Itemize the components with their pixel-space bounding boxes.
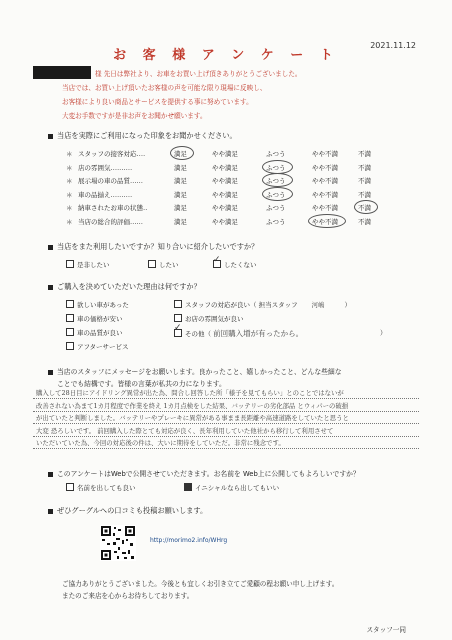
rating-option[interactable]: ふつう	[266, 163, 286, 172]
intro-line-1: 様 先日は弊社より、お車をお買い上げ頂きありがとうございました。	[95, 70, 302, 78]
q3-option-after-service[interactable]: アフターサービス	[66, 342, 129, 351]
check-mark-icon: ✓	[213, 255, 221, 265]
rating-item-label: 店の雰囲気‥‥‥‥‥	[78, 163, 133, 172]
bullet-square	[48, 245, 53, 250]
rating-item-label: 当店の総合的評価‥‥‥	[78, 217, 144, 226]
bullet-square	[48, 472, 53, 477]
rating-item-label: 納車されたお車の状態‥	[78, 204, 148, 212]
q5-question: このアンケートはWebで公開させていただきます。お名前を Web上に公開してもよろしいですか？	[48, 468, 360, 478]
intro-line-2: 当店では、お買い上げ頂いたお客様の声を可能な限り現場に反映し、	[62, 84, 267, 92]
closing-line-2: またのご来店を心からお待ちしております。	[62, 592, 194, 600]
rating-option[interactable]: やや不満	[312, 150, 338, 158]
rating-option[interactable]: やや満足	[212, 204, 238, 212]
handwritten-message-line: いただいていた為、今回の対応後の件は、大いに期待をしていただ。非常に残念です。	[36, 439, 285, 447]
handwritten-message-line: 購入して28日目にアイドリング異常が出た為、問合し回答した所「様子を見てもらい」とのことではないが	[36, 389, 344, 397]
rating-item-label: スタッフの接客対応‥‥	[78, 150, 146, 158]
q4-question: 当店のスタッフにメッセージをお願いします。良かったこと、嬉しかったこと、どんな些細な ことでも結構です。皆様の言葉が私共の力になります。	[48, 366, 342, 390]
checkbox[interactable]	[66, 328, 74, 336]
rating-option[interactable]: 不満	[358, 150, 371, 158]
rating-option[interactable]: やや満足	[212, 163, 238, 172]
rating-option[interactable]: 不満	[358, 217, 371, 226]
selection-circle	[170, 146, 194, 160]
check-mark-icon: ✓	[174, 323, 182, 333]
rating-option[interactable]: 満足	[174, 190, 187, 199]
q2-question: 当店をまた利用したいですか？知り合いに紹介したいですか？	[48, 242, 258, 252]
close-paren: ）	[380, 329, 387, 337]
rating-option[interactable]: 満足	[174, 217, 187, 226]
rating-option[interactable]: ふつう	[266, 177, 286, 185]
handwritten-message-line: が出ていたと判断しました。バッテリーやプレーキに異常がある事まま長距離や高速道路をしていたと思うと	[36, 414, 349, 422]
q3-question: ご購入を決めていただいた理由は何ですか？	[48, 282, 201, 292]
q5-option-name-ok[interactable]: 名前を出しても良い	[66, 483, 136, 492]
rating-option[interactable]: ふつう	[266, 217, 286, 226]
rating-option[interactable]: 不満	[358, 204, 371, 212]
close-paren: ）	[344, 301, 351, 309]
handwritten-message-line: 大変 恐ろしいです。 前回購入した際とても対応が良く、長年利用していた他社から移行して利用させて	[36, 426, 334, 435]
rating-item-label: 車の品揃え‥‥‥‥‥	[78, 190, 133, 199]
q5-option-initials-ok[interactable]: イニシャルなら出してもいい	[184, 483, 279, 492]
rating-option[interactable]: やや不満	[312, 204, 338, 212]
rating-option[interactable]: 満足	[174, 163, 187, 172]
qr-code-icon[interactable]	[100, 525, 136, 561]
asterisk-icon: ＊	[66, 177, 73, 185]
survey-date: 2021.11.12	[370, 41, 416, 50]
handwritten-message-line: 改善されない為まて1カ月程度で作業を終え 1カ月点検をした結果、バッテリーの劣化部品 とウィパーの破損	[36, 401, 349, 410]
page-title: お 客 様 ア ン ケ ー ト	[113, 48, 339, 63]
checkbox[interactable]	[66, 300, 74, 308]
writing-line	[33, 398, 419, 399]
checkbox[interactable]	[66, 260, 74, 268]
q3-option-staff[interactable]: スタッフの対応が良い（ 担当スタッフ 河嶋 ）	[174, 300, 351, 309]
q2-option-3[interactable]: したくない	[213, 260, 257, 269]
rating-option[interactable]: 満足	[174, 177, 187, 185]
rating-option[interactable]: やや満足	[212, 190, 238, 199]
bullet-square	[48, 285, 53, 290]
checkbox[interactable]	[174, 300, 182, 308]
intro-line-3: お客様により良い商品とサービスを提供する事に努めています。	[62, 98, 253, 107]
checkbox[interactable]	[148, 260, 156, 268]
checkbox[interactable]	[66, 483, 74, 491]
bullet-square	[48, 134, 53, 139]
other-reason-handwritten: 前回購入増が有ったから。	[213, 329, 304, 338]
selection-circle	[262, 187, 293, 201]
redacted-name	[33, 66, 91, 79]
rating-option[interactable]: ふつう	[266, 150, 286, 158]
writing-line	[33, 448, 419, 449]
q2-option-2[interactable]: したい	[148, 260, 179, 269]
q1-question: 当店を実際にご利用になった印象をお聞かせください。	[48, 131, 237, 141]
selection-circle	[354, 200, 378, 214]
q3-option-other[interactable]: その他（ 前回購入増が有ったから。	[174, 328, 303, 339]
q3-option-quality[interactable]: 車の品質が良い	[66, 328, 123, 337]
checkbox[interactable]	[174, 314, 182, 322]
bullet-square	[48, 509, 53, 514]
intro-text	[62, 81, 266, 124]
rating-option[interactable]: ふつう	[266, 204, 286, 212]
q2-option-1[interactable]: 是非したい	[66, 260, 110, 269]
rating-option[interactable]: やや不満	[312, 217, 338, 226]
selection-circle	[308, 214, 346, 228]
rating-option[interactable]: やや満足	[212, 217, 238, 226]
q3-option-wanted-car[interactable]: 欲しい車があった	[66, 300, 129, 309]
asterisk-icon: ＊	[66, 217, 73, 226]
rating-option[interactable]: ふつう	[266, 190, 286, 199]
asterisk-icon: ＊	[66, 150, 73, 158]
checkbox[interactable]	[66, 314, 74, 322]
checkbox[interactable]	[184, 483, 192, 491]
staff-name-handwritten: 河嶋	[311, 301, 325, 309]
writing-line	[33, 423, 419, 424]
rating-item-label: 展示場の車の品質‥‥‥	[78, 177, 144, 185]
rating-option[interactable]: 満足	[174, 150, 187, 158]
rating-option[interactable]: やや満足	[212, 177, 238, 185]
bullet-square	[48, 370, 53, 375]
q6-question: ぜひグーグルへの口コミも投稿お願いします。	[48, 506, 207, 516]
asterisk-icon: ＊	[66, 204, 73, 212]
checkbox[interactable]	[66, 342, 74, 350]
rating-option[interactable]: やや満足	[212, 150, 238, 158]
q3-option-price[interactable]: 車の価格が安い	[66, 314, 123, 323]
selection-circle	[262, 173, 293, 187]
rating-option[interactable]: 不満	[358, 163, 371, 172]
staff-signature: スタッフ一同	[366, 626, 406, 634]
writing-line	[33, 436, 419, 437]
review-url-link[interactable]: http://morimo2.info/WHrg	[150, 537, 228, 544]
asterisk-icon: ＊	[66, 190, 73, 199]
closing-line-1: ご協力ありがとうございました。今後とも宜しくお引き立てご愛顧の程お願い申し上げます。	[62, 580, 339, 588]
asterisk-icon: ＊	[66, 163, 73, 172]
intro-line-4: 大変お手数ですが是非お声をお聞かせ願います。	[62, 112, 207, 121]
selection-circle	[262, 160, 293, 174]
rating-option[interactable]: やや不満	[312, 177, 338, 185]
rating-option[interactable]: 不満	[358, 190, 371, 199]
rating-option[interactable]: やや不満	[312, 190, 338, 199]
rating-option[interactable]: 不満	[358, 177, 371, 185]
rating-option[interactable]: やや不満	[312, 163, 338, 172]
rating-option[interactable]: 満足	[174, 204, 187, 212]
writing-line	[33, 411, 419, 412]
q3-option-atmosphere[interactable]: お店の雰囲気が良い	[174, 314, 244, 323]
